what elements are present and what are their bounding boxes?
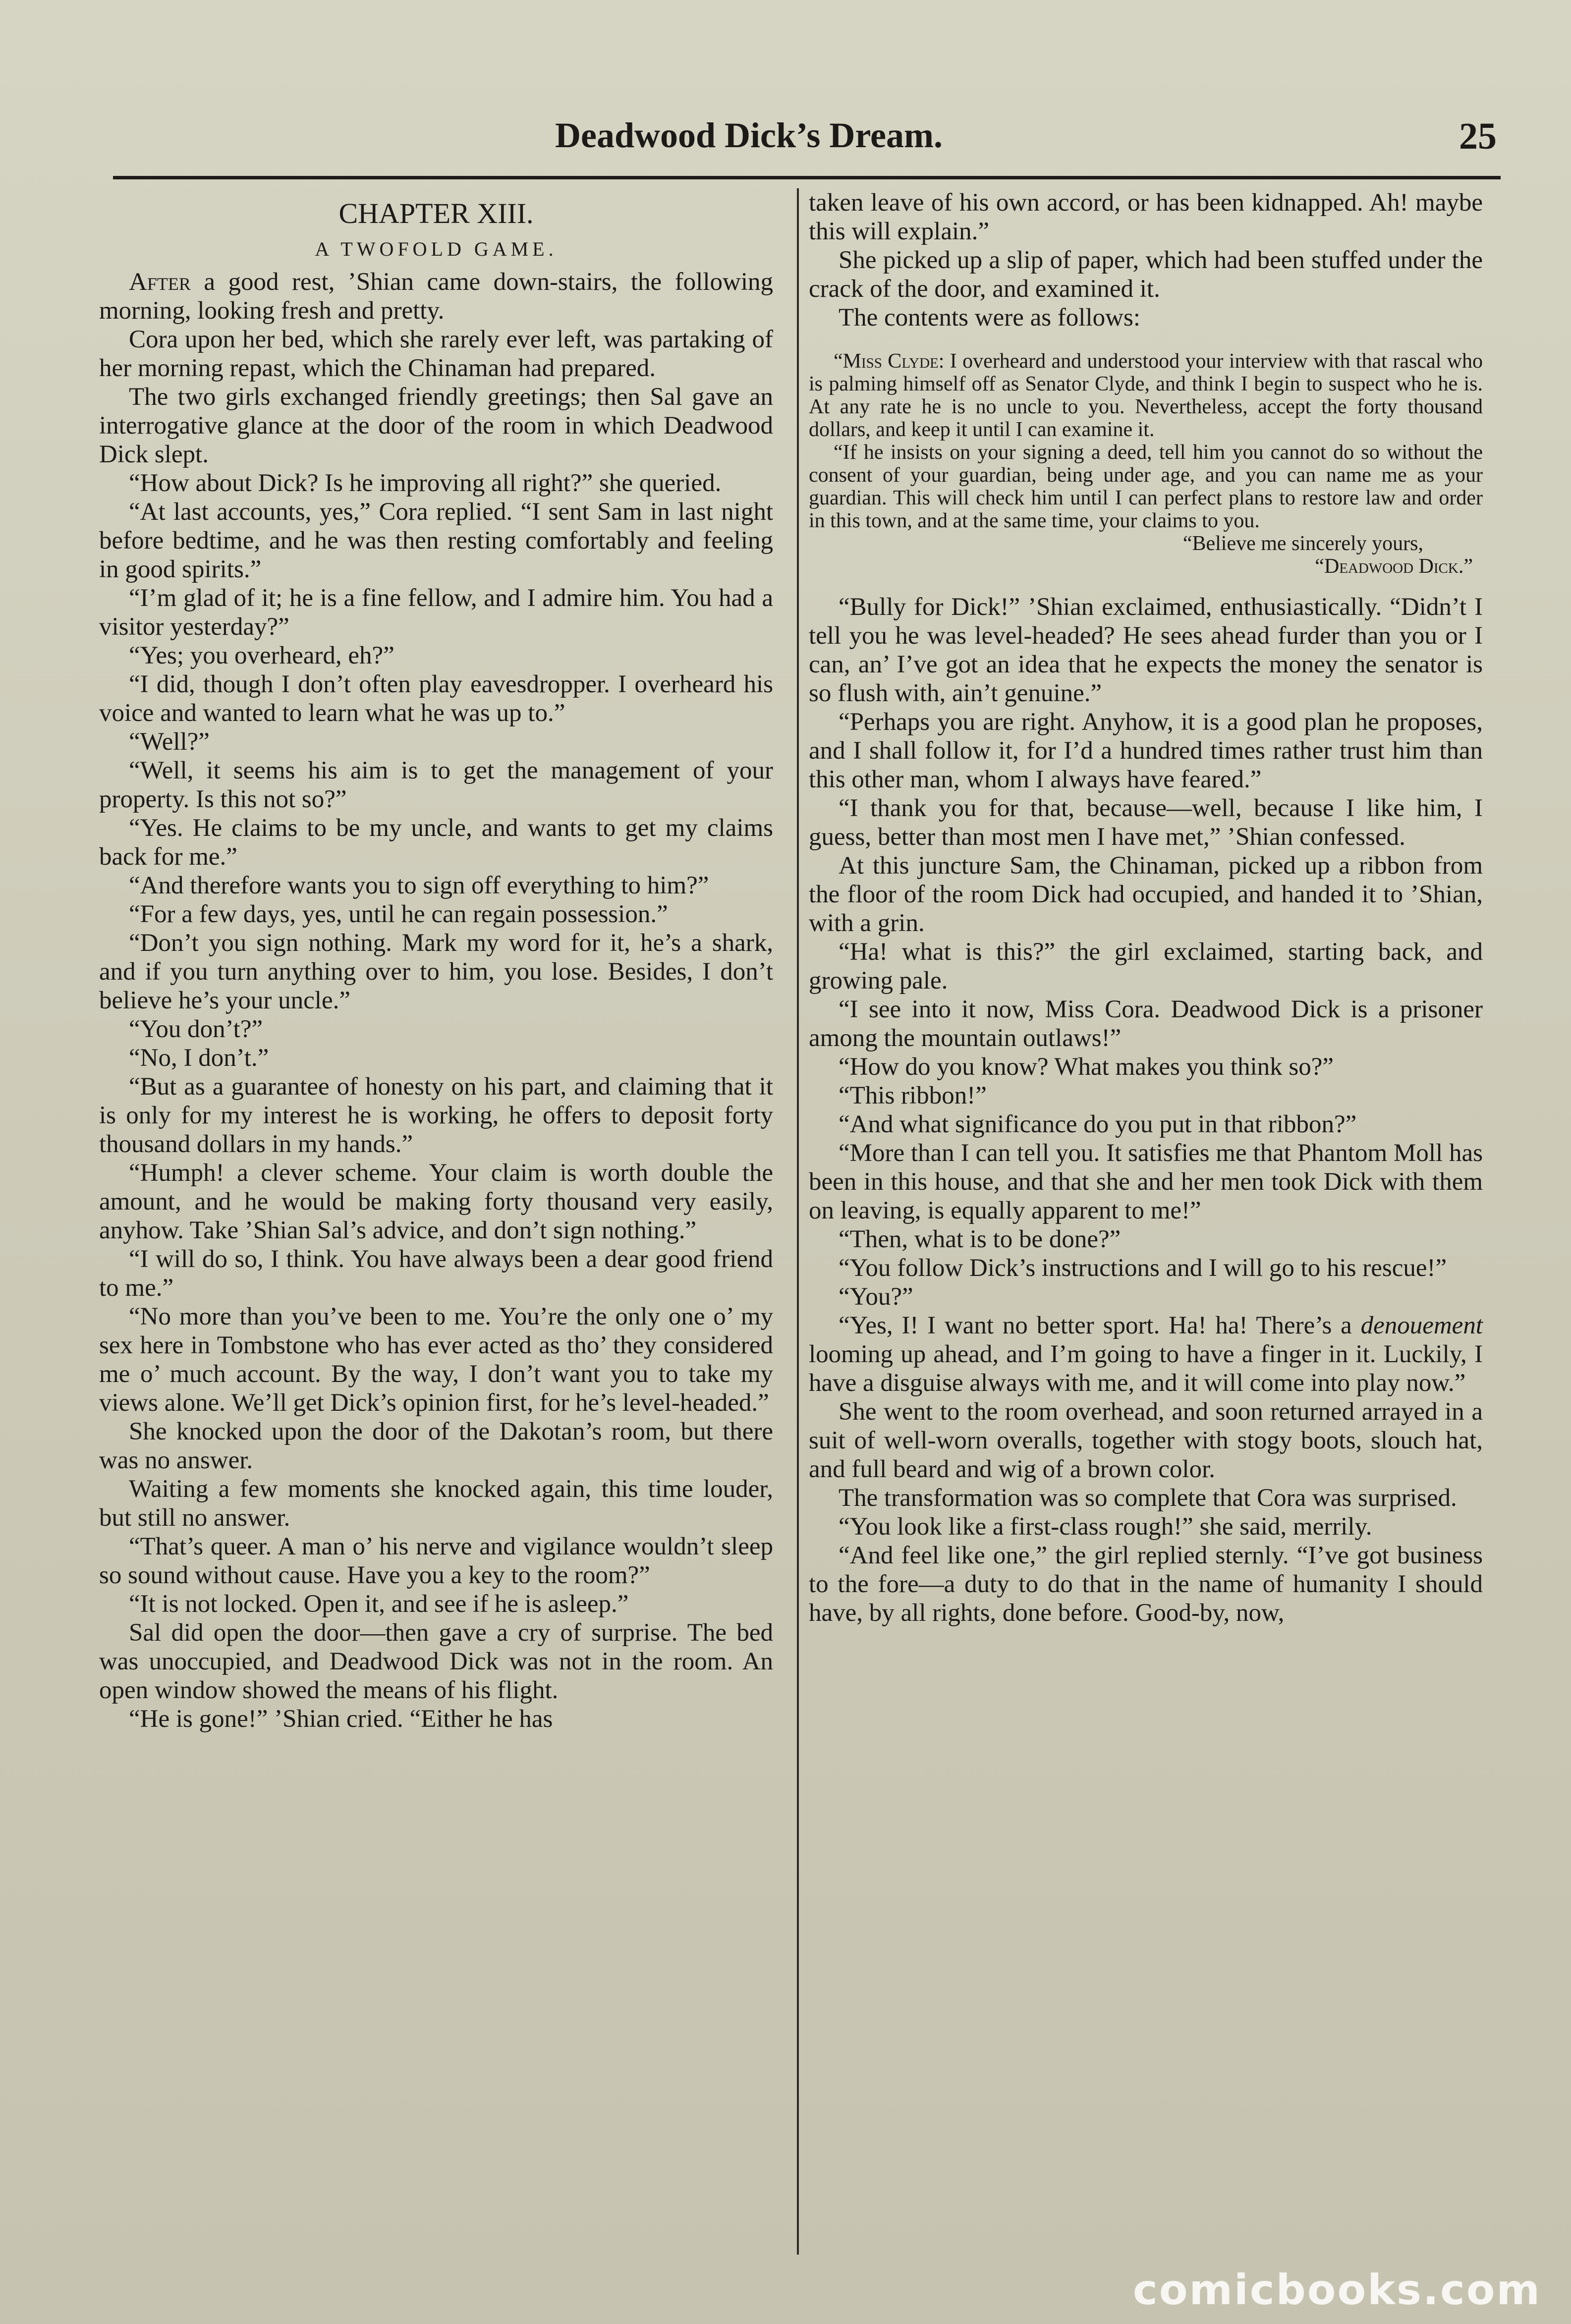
letter-closing: “Believe me sincerely yours,: [1182, 532, 1423, 555]
paragraph: taken leave of his own accord, or has been kidnapped. Ah! maybe this will explain.”: [809, 189, 1483, 245]
page-number: 25: [1459, 115, 1497, 157]
paragraph: After a good rest, ’Shian came down-stairs, the following morning, looking fresh and pretty.: [99, 268, 773, 325]
letter-salutation: Miss Clyde:: [842, 350, 945, 373]
column-divider: [797, 188, 799, 2255]
paragraph: The transformation was so complete that Cora was surprised.: [839, 1484, 1457, 1512]
paragraph: “You don’t?”: [129, 1015, 263, 1043]
letter-body-2: “If he insists on your signing a deed, tell him you cannot do so without the consent of your guardian, being under age, and you can name me as your guardian. This will check him until I can perfect plans to restore law and order in this town, and at the same time, your claims to you.: [809, 441, 1483, 532]
paragraph: “I will do so, I think. You have always been a dear good friend to me.”: [99, 1245, 773, 1302]
paragraph: “I did, though I don’t often play eavesdropper. I overheard his voice and wanted to learn what he was up to.”: [99, 670, 773, 727]
paragraph: “Well, it seems his aim is to get the management of your property. Is this not so?”: [99, 757, 773, 813]
header-rule: [113, 176, 1501, 179]
paragraph: “And feel like one,” the girl replied sternly. “I’ve got business to the fore—a duty to do that in the name of humanity I should have, by all rights, done before. Good-by, now,: [809, 1542, 1483, 1627]
letter-paragraph: “Miss Clyde: I overheard and understood your interview with that rascal who is palming himself off as Senator Clyde, and think I begin to suspect who he is. At any rate he is no uncle to you. Nevertheless, accept the forty thousand dollars, and keep it until I can examine it.: [809, 350, 1483, 441]
paragraph: “I see into it now, Miss Cora. Deadwood Dick is a prisoner among the mountain outlaws!”: [809, 996, 1483, 1052]
letter-body-1: I overheard and understood your interview with that rascal who is palming himself off as Senator Clyde, and think I begin to suspect who he is. At any rate he is no uncle to you. Nevertheless, accept the forty thousand dollars, and keep it until I can examine it.: [809, 350, 1483, 441]
paragraph: Cora upon her bed, which she rarely ever left, was partaking of her morning repast, which the Chinaman had prepared.: [99, 326, 773, 382]
paragraph: At this juncture Sam, the Chinaman, picked up a ribbon from the floor of the room Dick had occupied, and handed it to ’Shian, with a grin.: [809, 852, 1483, 937]
lead-word: After: [129, 268, 191, 296]
running-title: Deadwood Dick’s Dream.: [555, 115, 943, 155]
paragraph: “That’s queer. A man o’ his nerve and vigilance wouldn’t sleep so sound without cause. Have you a key to the room?”: [99, 1533, 773, 1589]
paragraph: She knocked upon the door of the Dakotan’s room, but there was no answer.: [99, 1418, 773, 1474]
paragraph: Sal did open the door—then gave a cry of surprise. The bed was unoccupied, and Deadwood Dick was not in the room. An open window showed the means of his flight.: [99, 1619, 773, 1704]
paragraph: Waiting a few moments she knocked again, this time louder, but still no answer.: [99, 1475, 773, 1532]
paragraph: “For a few days, yes, until he can regain possession.”: [129, 900, 668, 928]
letter-signature: “Deadwood Dick.”: [1315, 555, 1473, 578]
paragraph: “Yes, I! I want no better sport. Ha! ha! There’s a denouement looming up ahead, and I’m going to have a finger in it. Luckily, I have a disguise always with me, and it will come into play now.”: [809, 1312, 1483, 1397]
paragraph: “This ribbon!”: [839, 1082, 987, 1109]
paragraph: “Don’t you sign nothing. Mark my word for it, he’s a shark, and if you turn anything over to him, you lose. Besides, I don’t believe he’s your uncle.”: [99, 929, 773, 1014]
page-header: [555, 110, 1497, 165]
paragraph: “How about Dick? Is he improving all right?” she queried.: [129, 469, 722, 497]
right-paragraphs-bottom: [809, 593, 1483, 1627]
paragraph: “You follow Dick’s instructions and I will go to his rescue!”: [839, 1254, 1447, 1282]
paragraph: “It is not locked. Open it, and see if he is asleep.”: [129, 1590, 629, 1618]
paragraph: “More than I can tell you. It satisfies me that Phantom Moll has been in this house, and that she and her men took Dick with them on leaving, is equally apparent to me!”: [809, 1139, 1483, 1224]
right-column: [809, 188, 1483, 1627]
paragraph: “I’m glad of it; he is a fine fellow, and I admire him. You had a visitor yesterday?”: [99, 584, 773, 641]
right-paragraphs-top: [809, 188, 1483, 332]
paragraph: “No, I don’t.”: [129, 1044, 269, 1072]
paragraph: “I thank you for that, because—well, because I like him, I guess, better than most men I have met,” ’Shian confessed.: [809, 794, 1483, 851]
paragraph: “You look like a first-class rough!” she said, merrily.: [839, 1513, 1372, 1541]
paragraph: “Yes; you overheard, eh?”: [129, 642, 394, 669]
chapter-subtitle: A TWOFOLD GAME.: [315, 238, 558, 260]
paragraph: “Ha! what is this?” the girl exclaimed, starting back, and growing pale.: [809, 938, 1483, 995]
paragraph: “And therefore wants you to sign off everything to him?”: [129, 872, 709, 899]
paragraph: “And what significance do you put in that ribbon?”: [839, 1110, 1357, 1138]
paragraph: She went to the room overhead, and soon returned arrayed in a suit of well-worn overalls, together with stogy boots, slouch hat, and full beard and wig of a brown color.: [809, 1398, 1483, 1483]
paragraph: “Well?”: [129, 728, 210, 756]
paragraph: “Humph! a clever scheme. Your claim is worth double the amount, and he would be making forty thousand very easily, anyhow. Take ’Shian Sal’s advice, and don’t sign nothing.”: [99, 1159, 773, 1244]
watermark: comicbooks.com: [1133, 2266, 1541, 2314]
italic-word: denouement: [1360, 1312, 1483, 1339]
letter-block: [809, 350, 1483, 578]
paragraph: “Perhaps you are right. Anyhow, it is a good plan he proposes, and I shall follow it, for I’d a hundred times rather trust him than this other man, whom I always have feared.”: [809, 708, 1483, 793]
paragraph: “No more than you’ve been to me. You’re the only one o’ my sex here in Tombstone who has ever acted as tho’ they considered me o’ much account. By the way, I don’t want you to take my views alone. We’ll get Dick’s opinion first, for he’s level-headed.”: [99, 1303, 773, 1417]
chapter-heading: CHAPTER XIII.: [338, 197, 534, 229]
paragraph: “You?”: [839, 1283, 913, 1311]
paragraph: The contents were as follows:: [839, 304, 1140, 332]
paragraph: “How do you know? What makes you think so?”: [839, 1053, 1334, 1081]
paragraph: “At last accounts, yes,” Cora replied. “I sent Sam in last night before bedtime, and he was then resting comfortably and feeling in good spirits.”: [99, 498, 773, 583]
paragraph: The two girls exchanged friendly greetings; then Sal gave an interrogative glance at the door of the room in which Deadwood Dick slept.: [99, 383, 773, 468]
spacer: [809, 578, 1483, 593]
left-column: [99, 188, 773, 1733]
paragraph: “Yes. He claims to be my uncle, and wants to get my claims back for me.”: [99, 814, 773, 871]
paragraph: “Bully for Dick!” ’Shian exclaimed, enthusiastically. “Didn’t I tell you he was level-headed? He sees ahead furder than you or I can, an’ I’ve got an idea that he expects the money the senator is so flush with, ain’t genuine.”: [809, 593, 1483, 707]
left-paragraphs: [99, 268, 773, 1733]
paragraph: “He is gone!” ’Shian cried. “Either he has: [129, 1705, 553, 1733]
paragraph: She picked up a slip of paper, which had been stuffed under the crack of the door, and examined it.: [809, 246, 1483, 303]
paragraph: “Then, what is to be done?”: [839, 1225, 1121, 1253]
paragraph: “But as a guarantee of honesty on his part, and claiming that it is only for my interest he is working, he offers to deposit forty thousand dollars in my hands.”: [99, 1073, 773, 1158]
